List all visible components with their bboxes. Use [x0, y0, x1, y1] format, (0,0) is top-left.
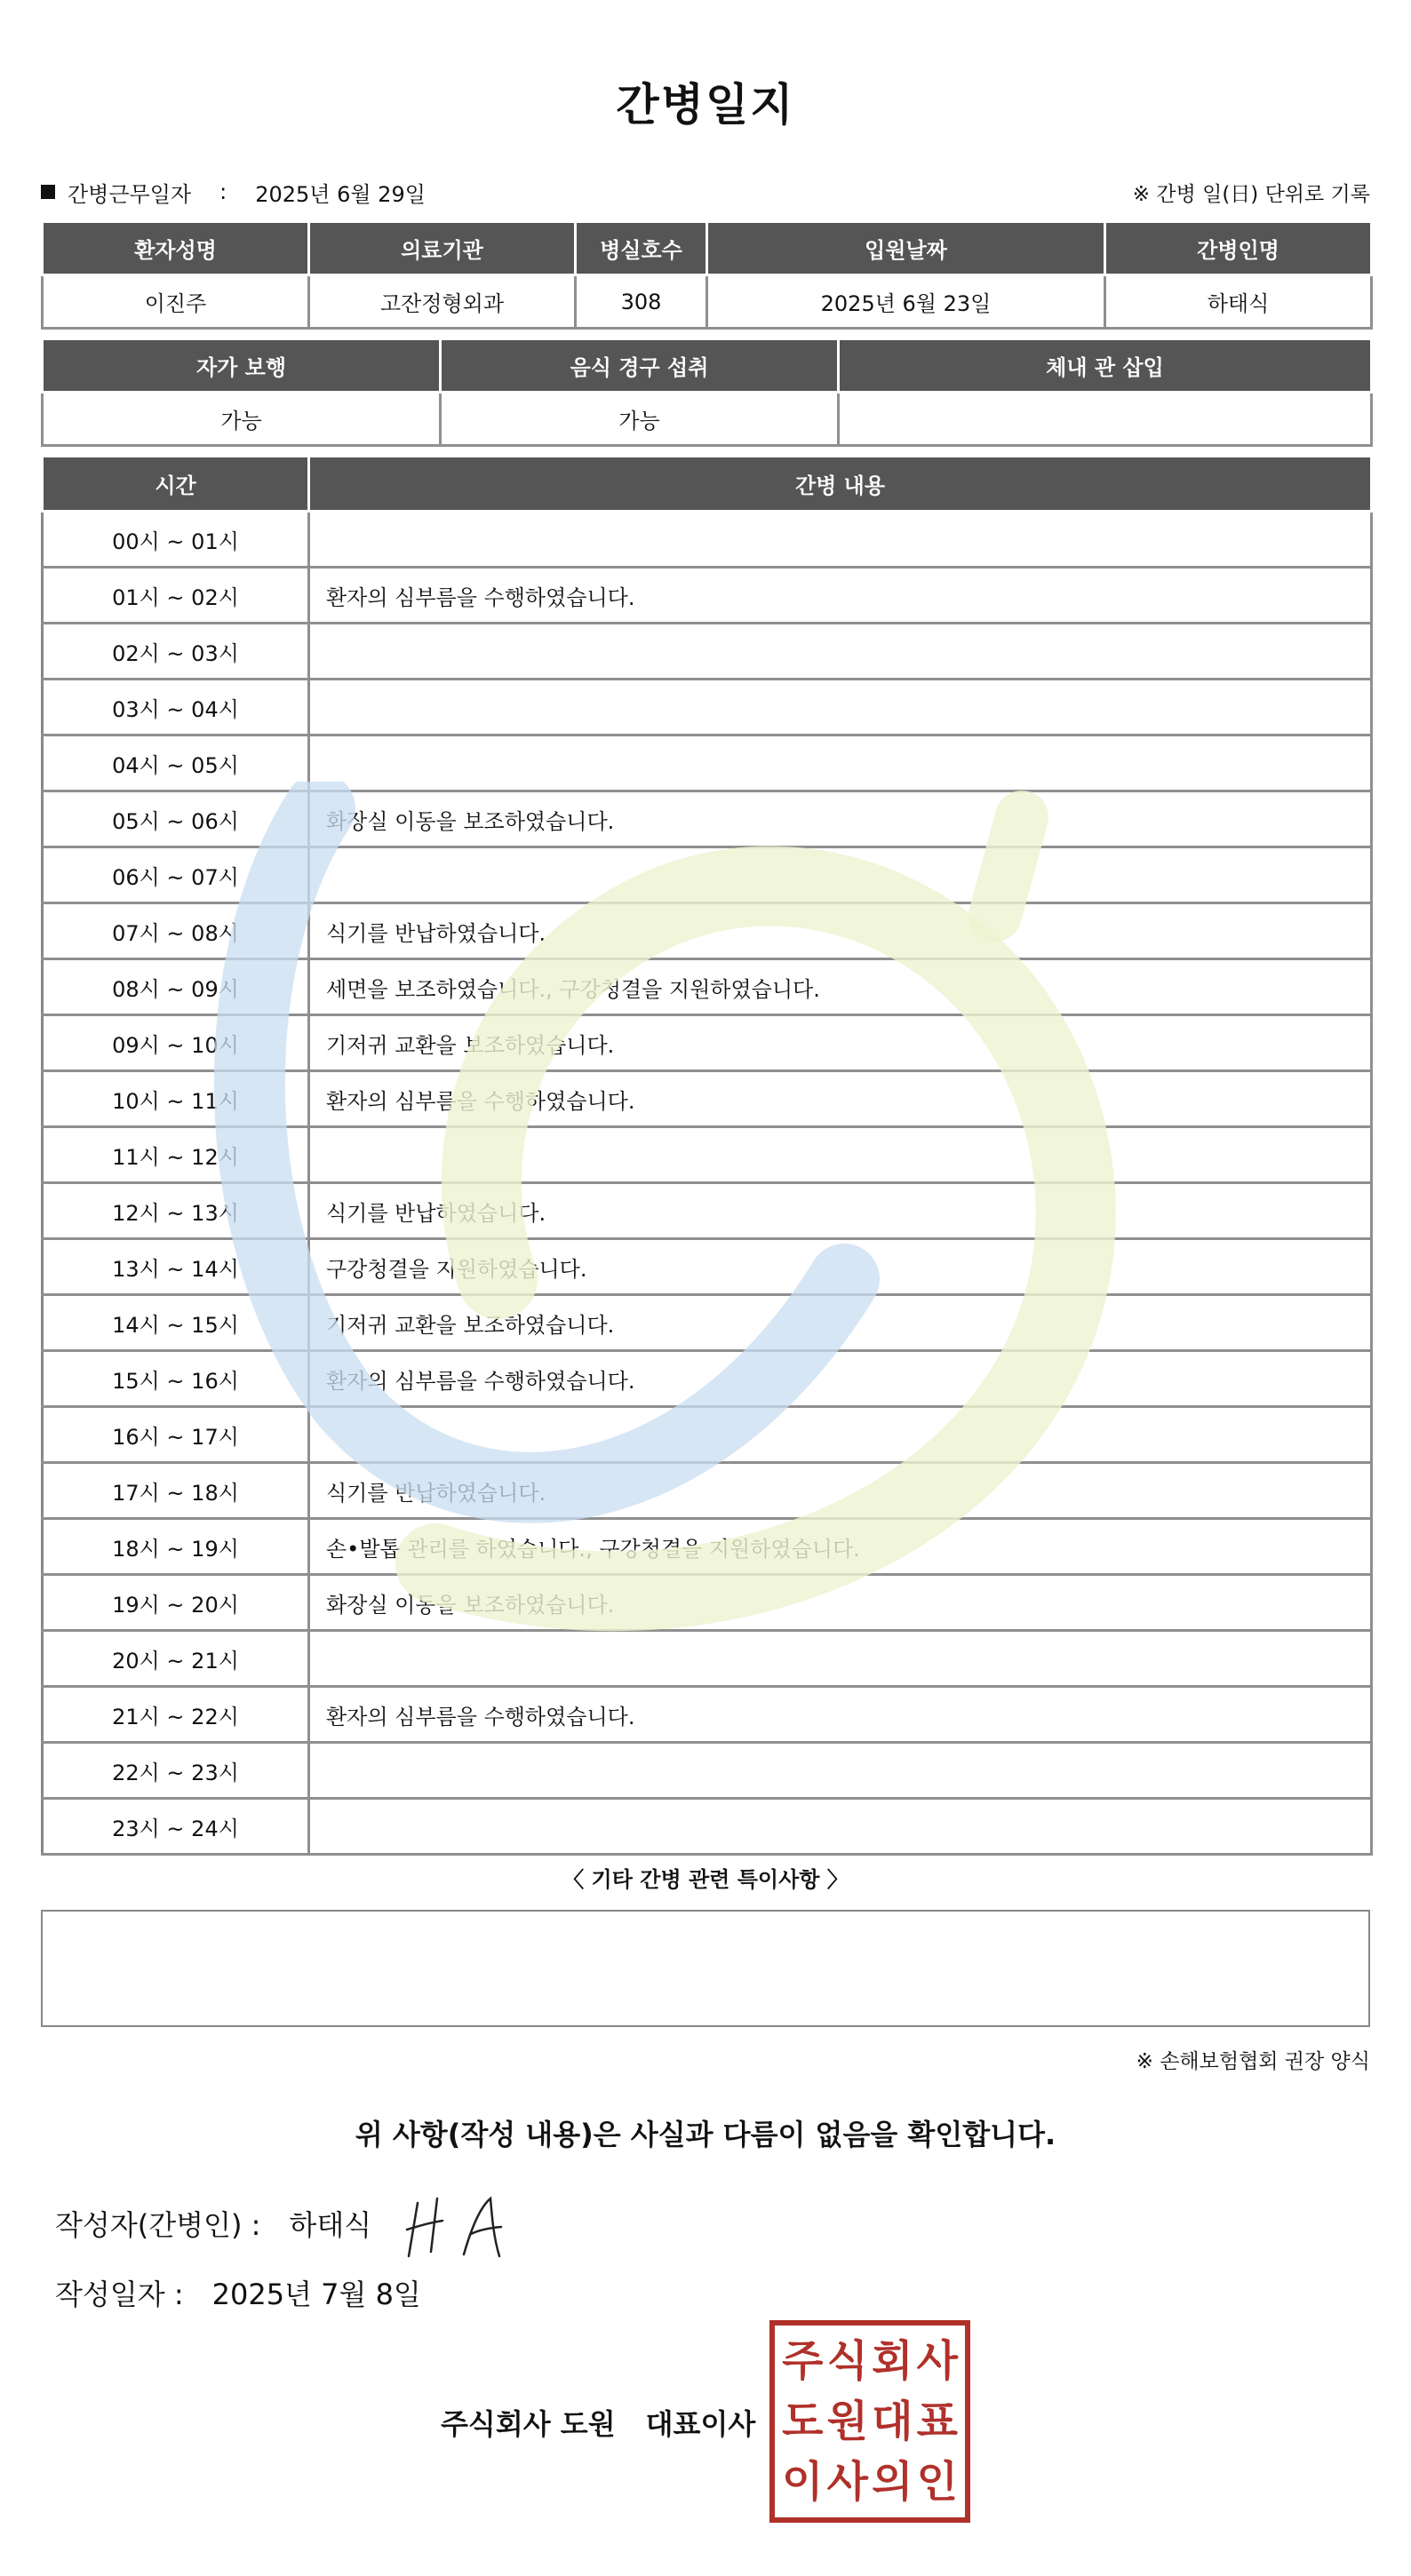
care-log-time: 20시 ~ 21시: [43, 1631, 309, 1687]
care-log-row: [43, 1407, 1372, 1463]
care-log-content: 환자의 심부름을 수행하였습니다.: [309, 568, 1372, 624]
care-log-row: [43, 791, 1372, 847]
care-log-content: 식기를 반납하였습니다.: [309, 903, 1372, 959]
header-walking: 자가 보행: [43, 339, 441, 393]
walking-status: 가능: [43, 393, 441, 446]
seal-char: 대: [872, 2397, 913, 2446]
care-log-time: 12시 ~ 13시: [43, 1183, 309, 1239]
care-log-content: [309, 624, 1372, 680]
writer-label: 작성자(간병인) :: [55, 2208, 261, 2242]
patient-status-table: [41, 338, 1373, 447]
care-log-time: 10시 ~ 11시: [43, 1071, 309, 1127]
work-date-colon: :: [219, 179, 227, 204]
company-name: 주식회사 도원: [441, 2407, 616, 2441]
square-bullet-icon: [41, 185, 55, 199]
care-log-content: 세면을 보조하였습니다., 구강청결을 지원하였습니다.: [309, 959, 1372, 1015]
header-tube-insertion: 체내 관 삽입: [839, 339, 1372, 393]
care-log-content: 기저귀 교환을 보조하였습니다.: [309, 1295, 1372, 1351]
header-time: 시간: [43, 457, 309, 512]
care-log-row: [43, 735, 1372, 791]
care-log-content: [309, 1743, 1372, 1799]
care-log-row: [43, 1687, 1372, 1743]
care-log-header-row: [43, 457, 1372, 512]
care-log-content: 환자의 심부름을 수행하였습니다.: [309, 1687, 1372, 1743]
care-log-content: 환자의 심부름을 수행하였습니다.: [309, 1071, 1372, 1127]
handwritten-signature: [391, 2185, 515, 2265]
care-log-content: 식기를 반납하였습니다.: [309, 1183, 1372, 1239]
seal-char: 표: [916, 2397, 958, 2446]
care-log-time: 06시 ~ 07시: [43, 847, 309, 903]
header-admission-date: 입원날짜: [707, 222, 1105, 275]
care-log-time: 02시 ~ 03시: [43, 624, 309, 680]
seal-char: 식: [826, 2336, 868, 2386]
page-title: 간병일지: [616, 79, 795, 131]
work-date-value: 2025년 6월 29일: [255, 181, 426, 207]
care-log-row: [43, 1351, 1372, 1407]
care-log-row: [43, 512, 1372, 568]
header-hospital: 의료기관: [309, 222, 576, 275]
seal-char: 회: [872, 2336, 913, 2386]
care-log-row: [43, 847, 1372, 903]
care-log-content: 구강청결을 지원하였습니다.: [309, 1239, 1372, 1295]
patient-name: 이진주: [43, 275, 309, 329]
care-log-row: [43, 959, 1372, 1015]
care-log-row: [43, 1799, 1372, 1855]
unit-note: ※ 간병 일(日) 단위로 기록: [1132, 182, 1370, 206]
seal-char: 이: [782, 2457, 824, 2507]
patient-info-value-row: [43, 275, 1372, 329]
form-note: ※ 손해보험협회 권장 양식: [1136, 2050, 1370, 2073]
special-notes-title: 〈 기타 간병 관련 특이사항 〉: [562, 1867, 849, 1892]
caregiver-name: 하태식: [1105, 275, 1372, 329]
care-log-content: [309, 1127, 1372, 1183]
care-log-row: [43, 1575, 1372, 1631]
care-log-content: 기저귀 교환을 보조하였습니다.: [309, 1015, 1372, 1071]
company-signature-line: [441, 2402, 755, 2443]
care-log-row: [43, 1127, 1372, 1183]
care-log-content: [309, 1407, 1372, 1463]
care-log-content: 화장실 이동을 보조하였습니다.: [309, 1575, 1372, 1631]
written-date-row: [55, 2272, 421, 2313]
written-date-value: 2025년 7월 8일: [211, 2278, 421, 2311]
care-log-time: 21시 ~ 22시: [43, 1687, 309, 1743]
seal-char: 의: [872, 2457, 913, 2507]
status-header-row: [43, 339, 1372, 393]
care-log-row: [43, 1071, 1372, 1127]
care-log-row: [43, 1015, 1372, 1071]
confirmation-statement: 위 사항(작성 내용)은 사실과 다름이 없음을 확인합니다.: [355, 2118, 1056, 2151]
care-log-content: [309, 735, 1372, 791]
care-log-row: [43, 1743, 1372, 1799]
care-log-content: 식기를 반납하였습니다.: [309, 1463, 1372, 1519]
care-log-row: [43, 1183, 1372, 1239]
company-seal-stamp: [769, 2320, 970, 2523]
room-number: 308: [576, 275, 707, 329]
care-log-time: 13시 ~ 14시: [43, 1239, 309, 1295]
care-log-time: 19시 ~ 20시: [43, 1575, 309, 1631]
care-log-content: [309, 847, 1372, 903]
header-care-content: 간병 내용: [309, 457, 1372, 512]
care-log-time: 04시 ~ 05시: [43, 735, 309, 791]
header-patient-name: 환자성명: [43, 222, 309, 275]
care-log-content: 화장실 이동을 보조하였습니다.: [309, 791, 1372, 847]
seal-char: 주: [782, 2336, 824, 2386]
care-log-time: 03시 ~ 04시: [43, 680, 309, 735]
care-log-row: [43, 568, 1372, 624]
patient-info-header-row: [43, 222, 1372, 275]
care-log-time: 16시 ~ 17시: [43, 1407, 309, 1463]
care-log-content: [309, 1799, 1372, 1855]
care-log-row: [43, 624, 1372, 680]
company-title: 대표이사: [645, 2407, 756, 2441]
care-log-content: [309, 512, 1372, 568]
care-log-time: 22시 ~ 23시: [43, 1743, 309, 1799]
hospital-name: 고잔정형외과: [309, 275, 576, 329]
care-log-time: 14시 ~ 15시: [43, 1295, 309, 1351]
care-log-content: [309, 1631, 1372, 1687]
care-log-time: 15시 ~ 16시: [43, 1351, 309, 1407]
care-log-row: [43, 1463, 1372, 1519]
oral-intake-status: 가능: [441, 393, 839, 446]
header-room: 병실호수: [576, 222, 707, 275]
care-log-time: 00시 ~ 01시: [43, 512, 309, 568]
care-log-row: [43, 1239, 1372, 1295]
tube-insertion-status: [839, 393, 1372, 446]
care-log-row: [43, 1519, 1372, 1575]
seal-char: 원: [826, 2397, 868, 2446]
care-log-content: [309, 680, 1372, 735]
header-oral-intake: 음식 경구 섭취: [441, 339, 839, 393]
care-log-time: 01시 ~ 02시: [43, 568, 309, 624]
writer-name: 하태식: [289, 2208, 372, 2242]
care-log-row: [43, 680, 1372, 735]
care-log-content: 환자의 심부름을 수행하였습니다.: [309, 1351, 1372, 1407]
meta-row: [41, 174, 1370, 210]
care-log-time: 09시 ~ 10시: [43, 1015, 309, 1071]
care-log-time: 18시 ~ 19시: [43, 1519, 309, 1575]
seal-char: 사: [826, 2457, 868, 2507]
work-date-label: 간병근무일자: [68, 181, 192, 207]
status-value-row: [43, 393, 1372, 446]
care-log-body: [43, 512, 1372, 1855]
special-notes-box: [41, 1910, 1370, 2027]
seal-char: 인: [916, 2457, 958, 2507]
care-log-row: [43, 1295, 1372, 1351]
writer-row: [55, 2203, 371, 2244]
header-caregiver: 간병인명: [1105, 222, 1372, 275]
care-log-time: 11시 ~ 12시: [43, 1127, 309, 1183]
care-log-time: 17시 ~ 18시: [43, 1463, 309, 1519]
care-log-time: 23시 ~ 24시: [43, 1799, 309, 1855]
care-log-row: [43, 903, 1372, 959]
care-log-time: 08시 ~ 09시: [43, 959, 309, 1015]
written-date-label: 작성일자 :: [55, 2278, 184, 2311]
care-log-content: 손•발톱 관리를 하였습니다., 구강청결을 지원하였습니다.: [309, 1519, 1372, 1575]
work-date: [41, 177, 426, 208]
patient-info-table: [41, 220, 1373, 330]
care-log-time: 07시 ~ 08시: [43, 903, 309, 959]
care-log-table: [41, 455, 1373, 1856]
seal-char: 도: [782, 2397, 824, 2446]
care-log-row: [43, 1631, 1372, 1687]
seal-char: 사: [916, 2336, 958, 2386]
care-log-time: 05시 ~ 06시: [43, 791, 309, 847]
admission-date: 2025년 6월 23일: [707, 275, 1105, 329]
